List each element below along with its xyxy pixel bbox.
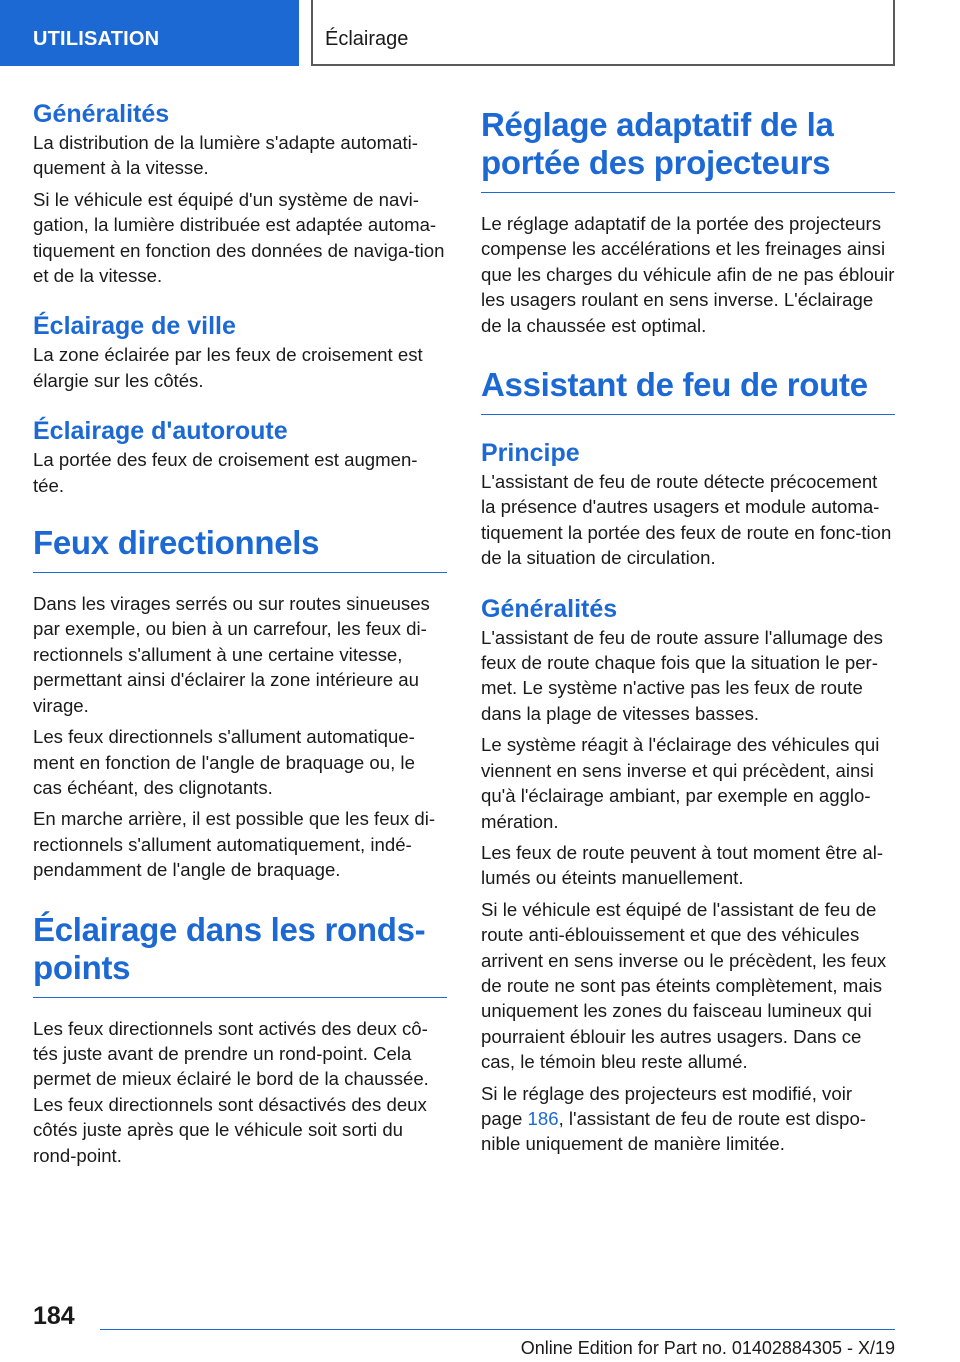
text-before-link: Si le réglage des projecteurs est modifié, voir page bbox=[481, 1082, 853, 1129]
heading-reglage-adaptatif: Réglage adaptatif de la portée des projecteurs bbox=[481, 98, 895, 193]
heading-feux-directionnels: Feux directionnels bbox=[33, 524, 447, 573]
paragraph: Le réglage adaptatif de la portée des projecteurs compense les accélérations et les freinages ainsi que les charges du véhicule afin de ne pas éblouir les usagers roulant en sens inverse. L'éclairage de la chaussée est optimal. bbox=[481, 213, 895, 336]
page-number: 184 bbox=[33, 1302, 75, 1330]
page-186-link[interactable]: 186 bbox=[527, 1107, 559, 1129]
paragraph: La zone éclairée par les feux de croisement est élargie sur les côtés. bbox=[33, 344, 423, 391]
paragraph: Les feux directionnels s'allument automatique-ment en fonction de l'angle de braquage ou, le cas échéant, des clignotants. bbox=[33, 726, 415, 798]
heading-principe: Principe bbox=[481, 439, 580, 468]
paragraph: Dans les virages serrés ou sur routes sinueuses par exemple, ou bien à un carrefour, les feux di-rectionnels s'allument à une certaine vitesse, permettant ainsi d'éclairer la zone intérieure au virage. bbox=[33, 593, 430, 716]
page-header bbox=[0, 0, 960, 66]
subsection-box bbox=[311, 0, 895, 66]
footer-divider bbox=[100, 1329, 895, 1330]
paragraph-with-link bbox=[481, 1081, 895, 1157]
paragraph: Les feux de route peuvent à tout moment être al-lumés ou éteints manuellement. bbox=[481, 841, 884, 889]
right-column bbox=[481, 98, 895, 1157]
section-tab bbox=[0, 0, 299, 66]
text-after-link: , l'assistant de feu de route est dispo-nible uniquement de manière limitée. bbox=[481, 1107, 866, 1155]
paragraph: La distribution de la lumière s'adapte automati-quement à la vitesse. bbox=[33, 132, 418, 179]
paragraph: En marche arrière, il est possible que les feux di-rectionnels s'allument automatiquement, indé-pendamment de l'angle de braquage. bbox=[33, 808, 436, 881]
left-column bbox=[33, 98, 447, 1168]
edition-note: Online Edition for Part no. 01402884305 - X/19 bbox=[520, 1338, 895, 1358]
heading-ronds-points: Éclairage dans les ronds-points bbox=[33, 911, 447, 998]
page-footer bbox=[0, 1290, 960, 1362]
subsection-title: Éclairage bbox=[325, 28, 409, 50]
paragraph: Si le véhicule est équipé de l'assistant de feu de route anti-éblouissement et que des véhicules arrivent en sens inverse ou le précèdent, les feux de route ne sont pas éteints complètement, mais uniquement les zones du faisceau lumineux qui pourraient éblouir les autres usagers. Dans ce cas, le témoin bleu reste allumé. bbox=[481, 898, 887, 1073]
paragraph: Si le véhicule est équipé d'un système de navi-gation, la lumière distribuée est adaptée automa-tiquement en fonction des données de naviga-tion et de la vitesse. bbox=[33, 188, 445, 287]
paragraph: L'assistant de feu de route assure l'allumage des feux de route chaque fois que la situation le per-met. Le système n'active pas les feux de route dans la plage de vitesses basses. bbox=[481, 626, 883, 724]
heading-eclairage-autoroute: Éclairage d'autoroute bbox=[33, 417, 288, 446]
heading-generalites-assistant: Généralités bbox=[481, 594, 618, 623]
section-title: UTILISATION bbox=[33, 28, 160, 50]
paragraph: Les feux directionnels sont activés des deux cô-tés juste avant de prendre un rond-point. Cela permet de mieux éclairé le bord de la chaussée. Les feux directionnels sont désactivés des deux côtés juste après que le véhicule soit sorti du rond-point. bbox=[33, 1017, 429, 1166]
heading-generalites: Généralités bbox=[33, 100, 170, 128]
heading-eclairage-ville: Éclairage de ville bbox=[33, 312, 236, 341]
paragraph: Le système réagit à l'éclairage des véhicules qui viennent en sens inverse et qui précèdent, ainsi qu'à l'éclairage ambiant, par exemple en agglo-mération. bbox=[481, 734, 880, 832]
paragraph: L'assistant de feu de route détecte précocement la présence d'autres usagers et module automa-tiquement la portée des feux de route en fonc-tion de la situation de circulation. bbox=[481, 471, 892, 569]
paragraph: La portée des feux de croisement est augmen-tée. bbox=[33, 449, 418, 496]
heading-assistant-feu-de-route: Assistant de feu de route bbox=[481, 366, 895, 415]
